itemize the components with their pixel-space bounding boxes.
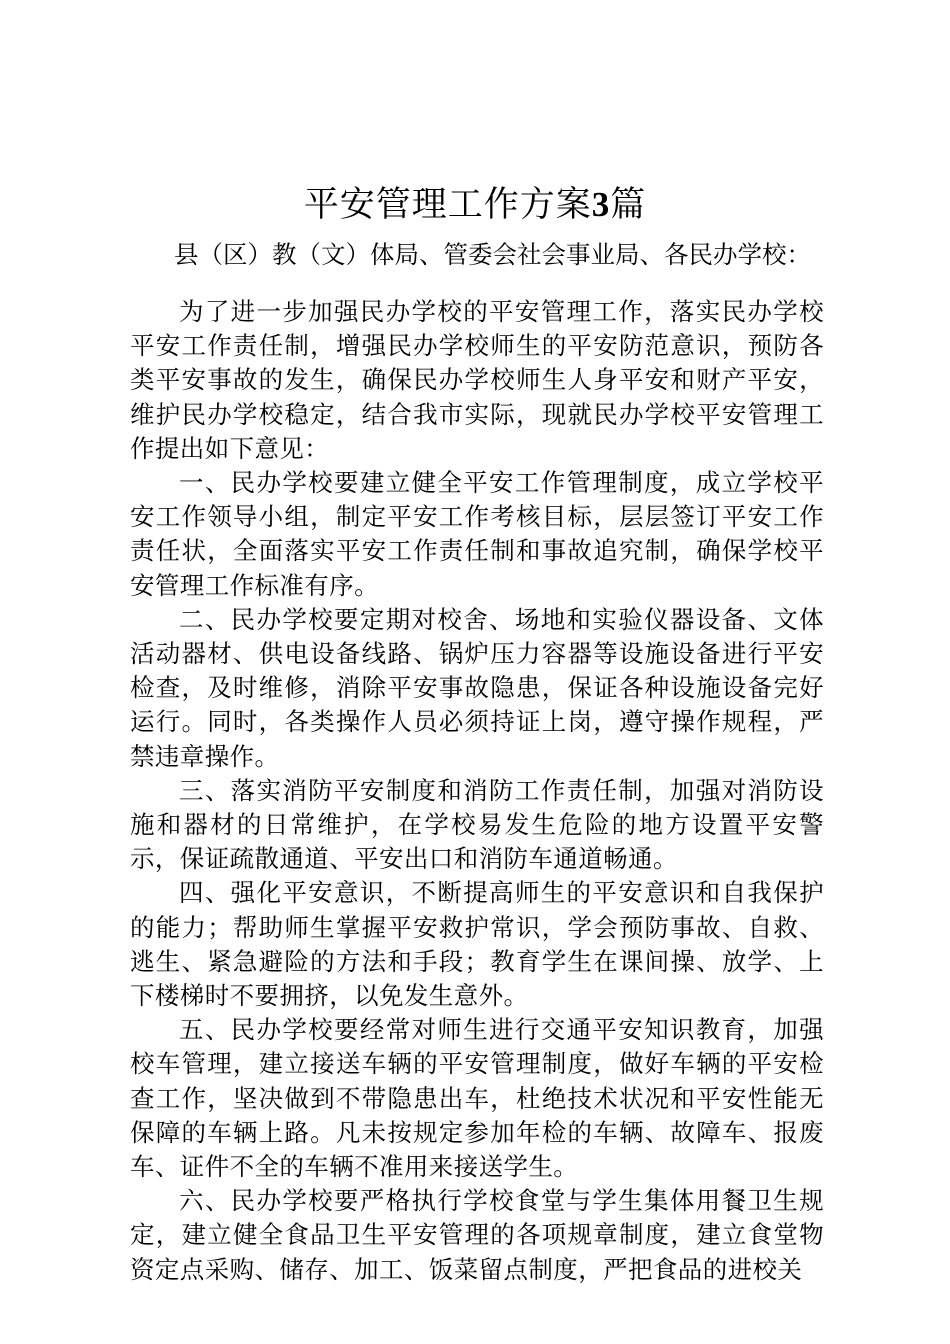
title-suffix: 篇 bbox=[610, 185, 647, 225]
paragraph-item-4: 四、强化平安意识，不断提高师生的平安意识和自我保护的能力；帮助师生掌握平安救护常识，学会预防事故、自救、逃生、紧急避险的方法和手段；教育学生在课间操、放学、上下楼梯时不要拥挤，以免发生意外。 bbox=[130, 878, 824, 1011]
document-body bbox=[130, 295, 824, 1287]
paragraph-item-5: 五、民办学校要经常对师生进行交通平安知识教育，加强校车管理，建立接送车辆的平安管理制度，做好车辆的平安检查工作，坚决做到不带隐患出车，杜绝技术状况和平安性能无保障的车辆上路。凡未按规定参加年检的车辆、故障车、报废车、证件不全的车辆不准用来接送学生。 bbox=[130, 1015, 824, 1182]
paragraph-item-2: 二、民办学校要定期对校舍、场地和实验仪器设备、文体活动器材、供电设备线路、锅炉压力容器等设施设备进行平安检查，及时维修，消除平安事故隐患，保证各种设施设备完好运行。同时，各类操作人员必须持证上岗，遵守操作规程，严禁违章操作。 bbox=[130, 604, 824, 771]
title-number: 3 bbox=[591, 185, 611, 224]
paragraph-item-6: 六、民办学校要严格执行学校食堂与学生集体用餐卫生规定，建立健全食品卫生平安管理的各项规章制度，建立食堂物资定点采购、储存、加工、饭菜留点制度，严把食品的进校关 bbox=[130, 1186, 824, 1284]
paragraph-intro: 为了进一步加强民办学校的平安管理工作，落实民办学校平安工作责任制，增强民办学校师生的平安防范意识，预防各类平安事故的发生，确保民办学校师生人身平安和财产平安，维护民办学校稳定，结合我市实际，现就民办学校平安管理工作提出如下意见： bbox=[130, 297, 824, 463]
paragraph-item-3: 三、落实消防平安制度和消防工作责任制，加强对消防设施和器材的日常维护，在学校易发生危险的地方设置平安警示，保证疏散通道、平安出口和消防车通道畅通。 bbox=[130, 775, 824, 874]
document-title bbox=[0, 182, 950, 228]
salutation: 县（区）教（文）体局、管委会社会事业局、各民办学校： bbox=[174, 240, 811, 269]
paragraph-item-1: 一、民办学校要建立健全平安工作管理制度，成立学校平安工作领导小组，制定平安工作考核目标，层层签订平安工作责任状，全面落实平安工作责任制和事故追究制，确保学校平安管理工作标准有序。 bbox=[130, 468, 824, 600]
title-prefix: 平安管理工作方案 bbox=[303, 185, 592, 225]
